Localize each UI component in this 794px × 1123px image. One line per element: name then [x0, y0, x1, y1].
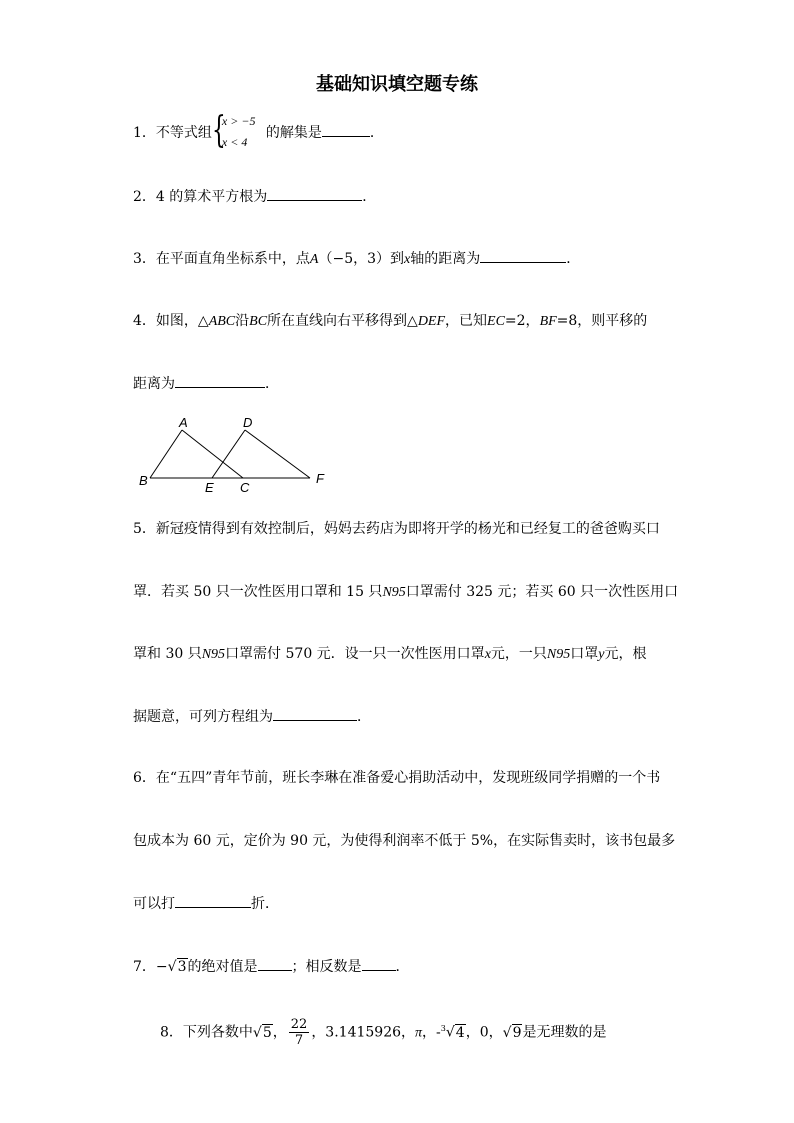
sqrt-5 [253, 1016, 273, 1050]
q7-number: 7． [133, 959, 156, 975]
inequality-1: x > −5 [221, 114, 256, 128]
q5-end: ． [357, 709, 371, 725]
denominator: 7 [294, 1033, 304, 1049]
q3-coords: （−5，3）到 [318, 251, 405, 267]
q5-text: 罩．若买 50 只一次性医用口罩和 15 只 [133, 584, 383, 600]
answer-blank[interactable] [175, 373, 265, 388]
label-d: D [243, 415, 253, 430]
q4-text: 距离为 [133, 376, 175, 392]
radical-icon: √ [445, 1024, 455, 1041]
separator: ， [272, 1024, 287, 1041]
var-y: y [598, 647, 605, 662]
label-f: F [316, 471, 324, 486]
q7-text: 的绝对值是 [187, 959, 258, 975]
q5-text: 口罩 [570, 646, 599, 662]
q2-text: 2．4 的算术平方根为 [133, 189, 268, 205]
q4-text: =8，则平移的 [556, 313, 648, 329]
q6-text: 包成本为 60 元，定价为 90 元，为使得利润率不低于 5%，在实际售卖时，该书包最多 [133, 833, 676, 849]
question-4-line-1 [133, 311, 647, 332]
point-a-label: A [309, 252, 319, 267]
question-4-line-2 [133, 373, 279, 394]
segment-bf: BF [539, 314, 557, 329]
q6-text: 可以打 [133, 896, 175, 912]
radical-icon: √ [167, 959, 177, 975]
question-3 [133, 248, 580, 270]
segment-ab [150, 430, 182, 478]
answer-blank-absolute-value[interactable] [258, 956, 292, 971]
minus-sign: − [155, 959, 168, 975]
q5-text: 5．新冠疫情得到有效控制后，妈妈去药店为即将开学的杨光和已经复工的爸爸购买口 [133, 521, 660, 537]
question-6-line-2 [133, 831, 675, 851]
segment-ac [182, 430, 243, 478]
q6-end: 折． [251, 896, 279, 912]
page-title: 基础知识填空题专练 [316, 74, 478, 95]
q8-text: 是无理数的是 [522, 1024, 607, 1041]
radicand: 4 [455, 1024, 465, 1041]
radicand: 5 [262, 1024, 272, 1041]
q1-number: 1． [133, 125, 156, 141]
n95-label: N95 [382, 585, 406, 600]
question-1 [133, 110, 384, 152]
answer-blank-opposite[interactable] [362, 956, 396, 971]
triangle-def: DEF [417, 314, 446, 329]
q4-text: 沿 [235, 313, 250, 329]
answer-blank[interactable] [322, 122, 370, 137]
question-7 [133, 956, 410, 977]
inequality-2: x < 4 [221, 135, 248, 149]
segment-bc: BC [249, 314, 268, 329]
label-e: E [205, 480, 214, 495]
translation-figure [130, 412, 340, 497]
label-c: C [240, 480, 250, 495]
q1-prefix: 不等式组 [155, 125, 212, 141]
question-5-line-1 [133, 519, 660, 539]
q8-text: ，0， [465, 1024, 503, 1041]
q5-text: 元，根 [604, 646, 647, 662]
sqrt-3 [168, 957, 188, 977]
question-2 [133, 186, 376, 207]
q1-suffix: 的解集是 [265, 125, 322, 141]
segment-ec: EC [487, 314, 505, 329]
q7-end: ． [395, 959, 410, 975]
inequality-system [211, 110, 262, 152]
q3-suffix: 轴的距离为 [410, 251, 481, 267]
q8-text: ，3.1415926， [311, 1024, 416, 1041]
segment-de [212, 430, 245, 478]
x-axis-var: x [404, 252, 411, 267]
radicand: 9 [512, 1024, 522, 1041]
question-6-line-1 [133, 768, 660, 788]
answer-blank[interactable] [273, 706, 357, 721]
q7-text: ；相反数是 [291, 959, 362, 975]
q4-end: ． [265, 376, 279, 392]
n95-label: N95 [201, 647, 226, 662]
q4-text: 4．如图，△ [133, 313, 209, 329]
q8-text: ，- [422, 1024, 441, 1041]
q4-text: 所在直线向右平移得到△ [267, 313, 418, 329]
segment-df [245, 430, 310, 478]
q5-text: 元，一只 [490, 646, 547, 662]
answer-blank[interactable] [480, 248, 566, 263]
q5-text: 口罩需付 325 元；若买 60 只一次性医用口 [405, 584, 679, 600]
q2-end: ． [362, 189, 377, 205]
question-5-line-2 [133, 582, 678, 603]
answer-blank[interactable] [175, 893, 251, 908]
question-5-line-4 [133, 706, 371, 727]
fraction-22-7 [289, 1017, 310, 1048]
radical-icon: √ [502, 1024, 512, 1041]
q1-end: ． [369, 125, 384, 141]
q3-end: ． [566, 251, 581, 267]
q8-text: 8．下列各数中 [160, 1024, 253, 1041]
n95-label: N95 [546, 647, 571, 662]
numerator: 22 [290, 1017, 308, 1033]
label-b: B [139, 473, 148, 488]
cube-root-4 [441, 1012, 466, 1050]
radicand: 3 [177, 959, 187, 975]
pi-symbol: π [415, 1025, 423, 1041]
var-x: x [484, 647, 491, 662]
q4-text: =2， [504, 313, 540, 329]
q6-text: 6．在“五四”青年节前，班长李琳在准备爱心捐助活动中，发现班级同学捐赠的一个书 [133, 770, 661, 786]
radical-icon: √ [252, 1024, 262, 1041]
question-5-line-3 [133, 644, 646, 665]
triangle-abc: ABC [208, 314, 236, 329]
q3-prefix: 3．在平面直角坐标系中，点 [133, 251, 310, 267]
q5-text: 罩和 30 只 [133, 646, 202, 662]
sqrt-9 [503, 1016, 523, 1050]
question-6-line-3 [133, 893, 279, 914]
answer-blank[interactable] [267, 186, 362, 201]
q4-text: ，已知 [445, 313, 488, 329]
question-8 [160, 1012, 606, 1051]
q5-text: 据题意，可列方程组为 [133, 709, 273, 725]
root-index: 3 [440, 1024, 446, 1033]
label-a: A [179, 415, 188, 430]
q5-text: 口罩需付 570 元．设一只一次性医用口罩 [225, 646, 485, 662]
left-brace-icon: { [211, 110, 226, 151]
